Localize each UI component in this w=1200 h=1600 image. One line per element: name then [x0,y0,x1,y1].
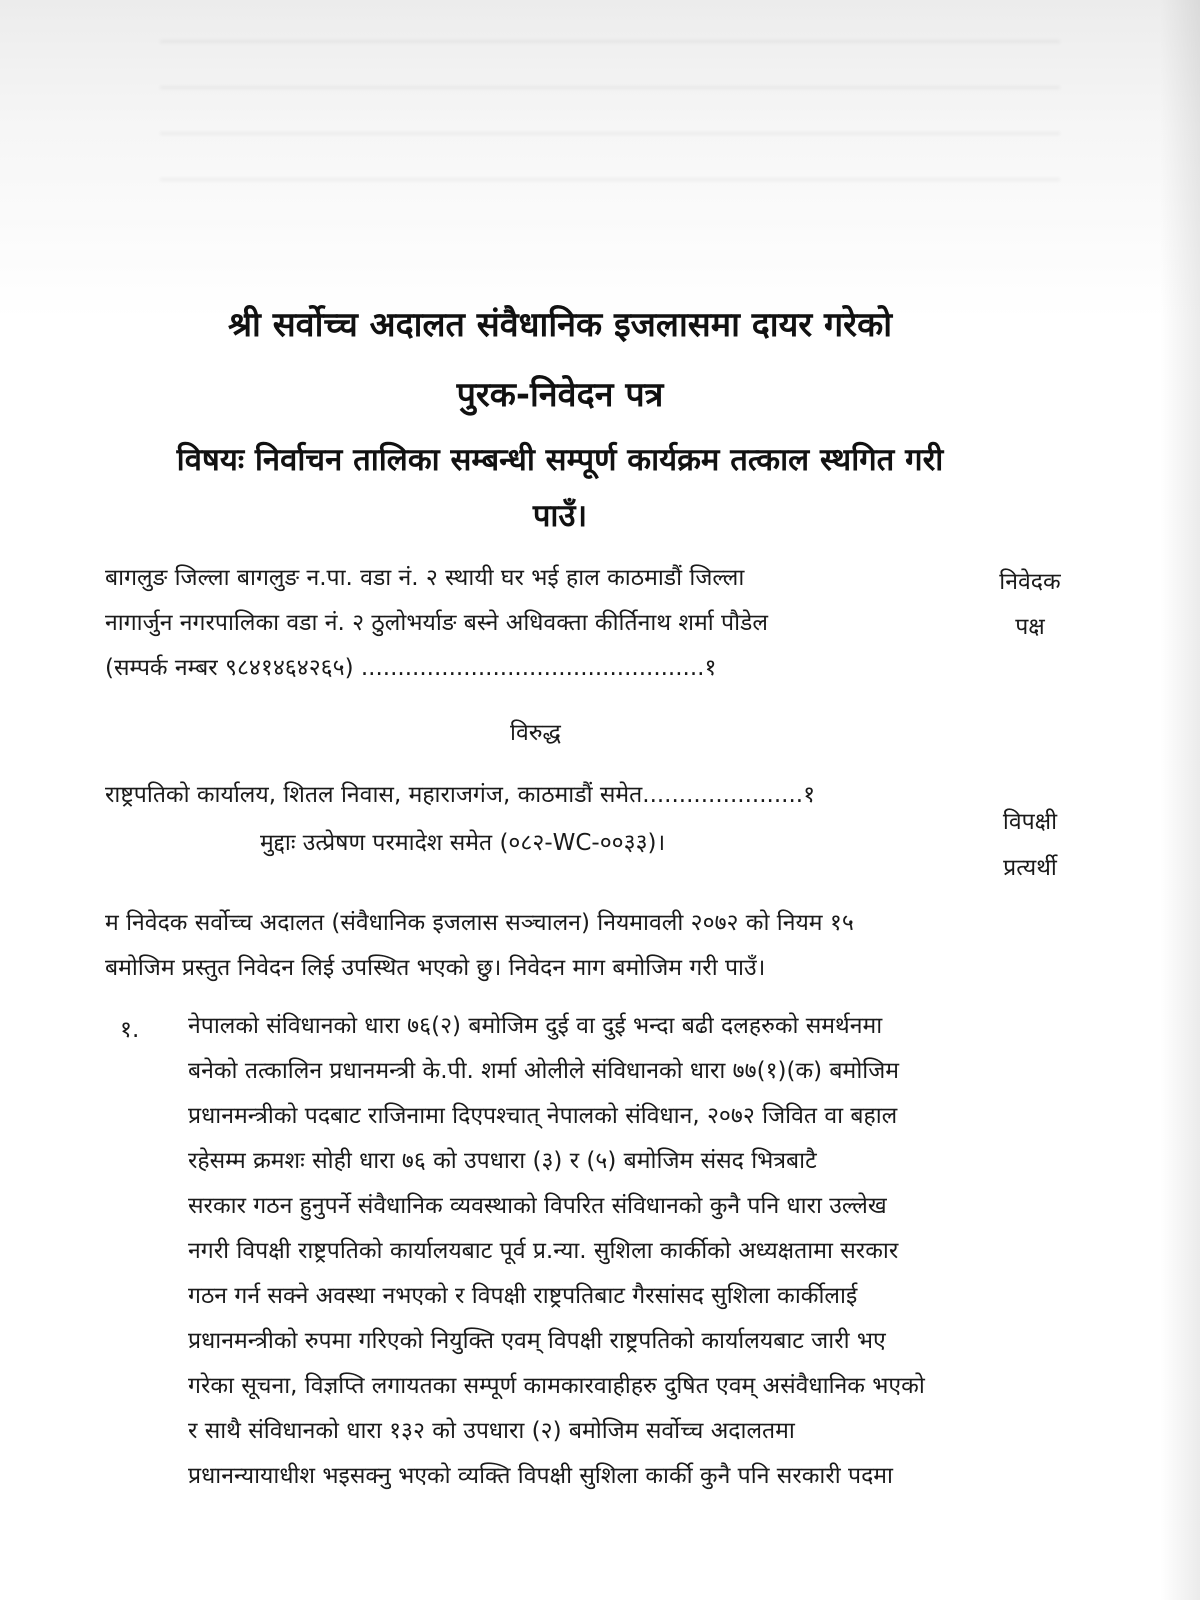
paragraph-number: १. [120,1017,140,1043]
paragraph-line: नगरी विपक्षी राष्ट्रपतिको कार्यालयबाट पूर्व प्र.न्या. सुशिला कार्कीको अध्यक्षतामा सरकार [188,1238,899,1264]
paragraph-line: सरकार गठन हुनुपर्ने संवैधानिक व्यवस्थाको विपरित संविधानको कुनै पनि धारा उल्लेख [188,1193,887,1219]
paragraph-line: प्रधानमन्त्रीको रुपमा गरिएको नियुक्ति एवम् विपक्षी राष्ट्रपतिको कार्यालयबाट जारी भए [188,1328,886,1354]
respondent-label: विपक्षी [1002,809,1058,835]
paragraph-line: रहेसम्म क्रमशः सोही धारा ७६ को उपधारा (३) र (५) बमोजिम संसद भित्रबाटै [188,1148,817,1174]
paragraph-line: नेपालको संविधानको धारा ७६(२) बमोजिम दुई वा दुई भन्दा बढी दलहरुको समर्थनमा [188,1013,883,1039]
court-title: श्री सर्वोच्च अदालत संवैधानिक इजलासमा दायर गरेको [227,305,892,345]
versus-label: विरुद्ध [510,720,561,746]
petitioner-label: निवेदक [999,569,1061,595]
respondent-line: राष्ट्रपतिको कार्यालय, शितल निवास, महाराजगंज, काठमाडौं समेत......................१ [105,782,816,808]
paragraph-line: प्रधानमन्त्रीको पदबाट राजिनामा दिएपश्चात् नेपालको संविधान, २०७२ जिवित वा बहाल [188,1103,898,1129]
respondent-label-party: प्रत्यर्थी [1003,855,1057,881]
bleed-through-text [160,40,1060,220]
document-title: पुरक-निवेदन पत्र [456,375,664,415]
petitioner-label-party: पक्ष [1015,614,1045,640]
paragraph-line: र साथै संविधानको धारा १३२ को उपधारा (२) बमोजिम सर्वोच्च अदालतमा [188,1418,795,1444]
paragraph-line: प्रधानन्यायाधीश भइसक्नु भएको व्यक्ति विपक्षी सुशिला कार्की कुनै पनि सरकारी पदमा [188,1463,894,1489]
intro-line: बमोजिम प्रस्तुत निवेदन लिई उपस्थित भएको छु। निवेदन माग बमोजिम गरी पाउँ। [105,955,766,981]
paragraph-line: गरेका सूचना, विज्ञप्ति लगायतका सम्पूर्ण कामकारवाहीहरु दुषित एवम् असंवैधानिक भएको [188,1373,925,1399]
petitioner-line: (सम्पर्क नम्बर ९८४१४६४२६५) ...............................................१ [105,655,717,681]
scan-edge-shadow [1160,0,1200,1600]
intro-line: म निवेदक सर्वोच्च अदालत (संवैधानिक इजलास सञ्चालन) नियमावली २०७२ को नियम १५ [105,910,854,936]
paragraph-line: बनेको तत्कालिन प्रधानमन्त्री के.पी. शर्मा ओलीले संविधानको धारा ७७(१)(क) बमोजिम [188,1058,900,1084]
subject-line-continued: पाउँ। [532,498,588,534]
paragraph-line: गठन गर्न सक्ने अवस्था नभएको र विपक्षी राष्ट्रपतिबाट गैरसांसद सुशिला कार्कीलाई [188,1283,858,1309]
petitioner-line: नागार्जुन नगरपालिका वडा नं. २ ठुलोभर्याङ बस्ने अधिवक्ता कीर्तिनाथ शर्मा पौडेल [105,610,768,636]
case-title: मुद्दाः उत्प्रेषण परमादेश समेत (०८२-WC-००३३)। [260,830,666,856]
petitioner-line: बागलुङ जिल्ला बागलुङ न.पा. वडा नं. २ स्थायी घर भई हाल काठमाडौं जिल्ला [105,565,745,591]
subject-line: विषयः निर्वाचन तालिका सम्बन्धी सम्पूर्ण कार्यक्रम तत्काल स्थगित गरी [176,442,944,478]
